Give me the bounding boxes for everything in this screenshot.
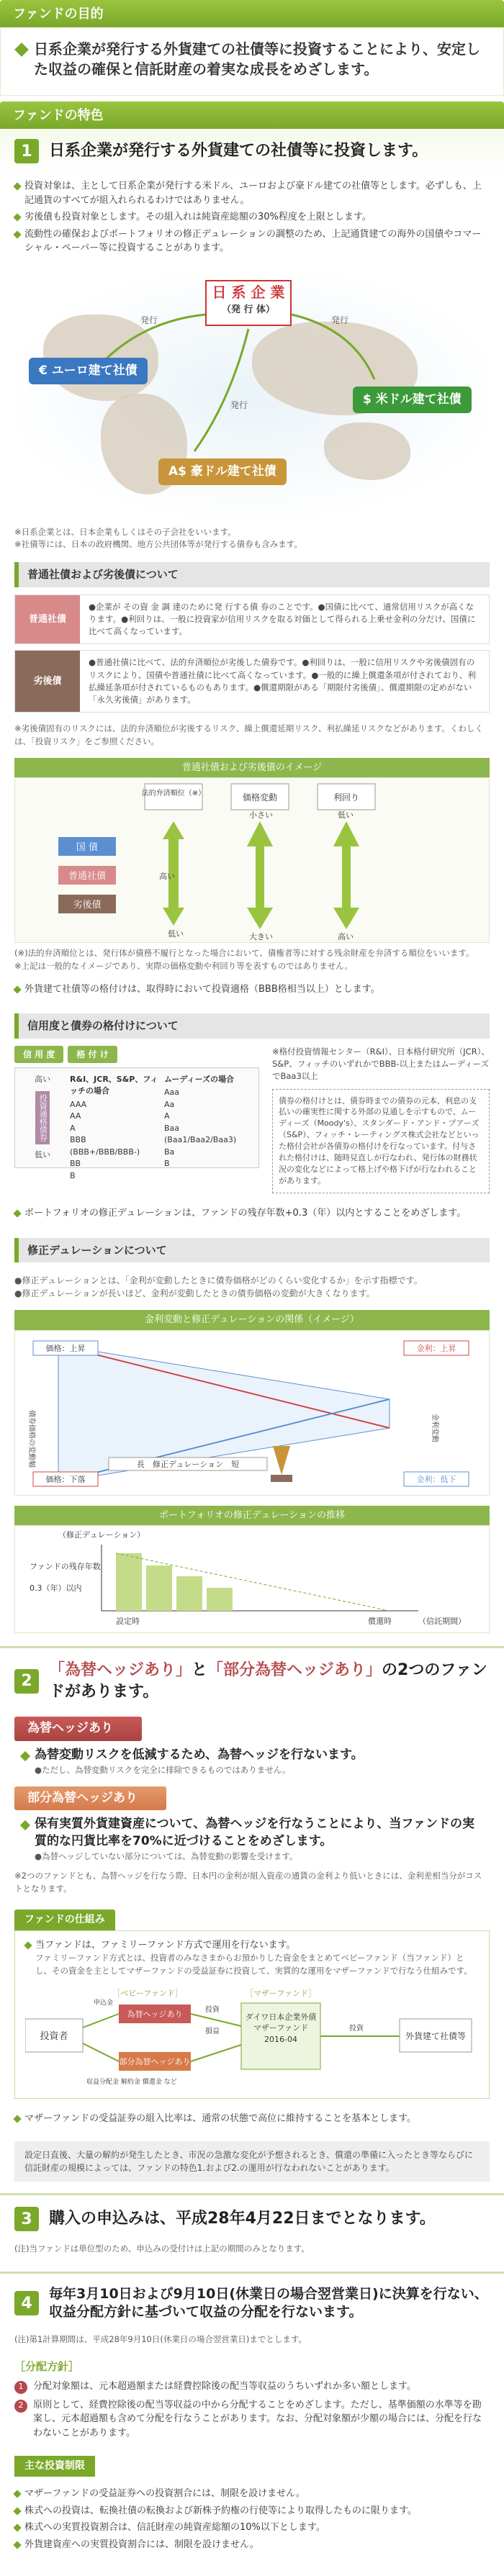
rate-down-label: 金利：低下 [416, 1474, 456, 1484]
dist-list [0, 2380, 504, 2441]
list-item: 劣後債も投資対象とします。その組入れは純資産総額の30%程度を上限とします。 [14, 210, 490, 225]
hedge-desc: 為替変動リスクを低減するため、為替ヘッジを行ないます。 ●ただし、為替変動リスクを完全に排除できるものではありません。 [0, 1744, 504, 1779]
diamond-icon [13, 2490, 21, 2498]
aud-bond-badge: A$ 豪ドル建て社債 [158, 458, 287, 486]
list-item: 外貨建資産への実質投資割合には、制限を設けません。 [14, 2538, 490, 2552]
order-high: 高い [159, 872, 175, 882]
list-item: マザーファンドの受益証券への投資割合には、制限を設けません。 [14, 2487, 490, 2501]
item4-note: (注)第1計算期間は、平成28年9月10日(休業日の場合翌営業日)までとします。 [14, 2333, 307, 2344]
features-title: ファンドの特色 [0, 101, 504, 129]
transition-ylabel: （修正デュレーション） [58, 1530, 145, 1540]
feature-number: 1 [14, 139, 39, 163]
transition-svg [15, 1526, 489, 1632]
feature-number: 2 [14, 1669, 39, 1694]
list-item: 株式への実質投資割合は、信託財産の純資産総額の10%以下とします。 [14, 2521, 490, 2535]
row-gov-label: 国 債 [76, 842, 99, 854]
modified-title: 修正デュレーションについて [14, 1238, 490, 1263]
sub-bond-text: ●普通社債に比べて、法的弁済順位が劣後した債券です。●利回りは、一般に信用リスクや劣後債固有のリスクにより、国債や普通社債に比べて高くなっています。●一般的に繰上償還条項が付されており、利払繰延条項が付されているものもあります。●償還期限がある「期限付劣後債」、償還期限の定めがない「永久劣後債」があります。 [89, 657, 476, 705]
normal-bond-text: ●企業が その資 金 調 達のために発 行する債 券のことです。●国債に比べて、通常信用リスクが高くなります。●利回りは、一般に投資家が信用リスクを取る対価として得られる上乗せ金利の分だけ、国債に比べて高くなっています。 [89, 601, 476, 636]
transition-plus: 0.3（年）以内 [30, 1583, 82, 1593]
euro-icon: € [39, 363, 52, 378]
transition-diagram [14, 1525, 490, 1633]
usd-bond-badge: $ 米ドル建て社債 [353, 387, 472, 414]
mother-label: ［マザーファンド］ [245, 1988, 317, 1998]
bond-image-notes: (※)法的弁済順位とは、発行体が債務不履行となった場合において、債権者等に対する残余財産を弁済する順位をいいます。 ※上記は一般的なイメージであり、実際の価格変動や利回り等を表すものではありません。 [14, 948, 474, 971]
euro-bond-badge: € ユーロ建て社債 [29, 358, 148, 385]
bond-image-title: 普通社債および劣後債のイメージ [14, 758, 490, 778]
fund-hedge-box: 為替ヘッジあり [127, 2009, 183, 2019]
limits-list [0, 2481, 504, 2576]
feature3-head: 3 購入の申込みは、平成28年4月22日までとなります。 [0, 2193, 504, 2238]
yield-high: 高い [338, 932, 354, 942]
diamond-icon [13, 2115, 21, 2123]
feature1-title: 日系企業が発行する外貨建ての社債等に投資します。 [49, 142, 428, 161]
price-up-label: 価格：上昇 [45, 1343, 86, 1353]
scheme-title: ファンドの仕組み [14, 1910, 115, 1930]
bond-image-diagram [14, 777, 490, 943]
duration-label: 長 修正デュレーション 短 [136, 1459, 240, 1469]
scheme-diagram [25, 1983, 479, 2091]
rating-header: 格 付 け [68, 1046, 117, 1063]
price-small: 小さい [249, 810, 273, 821]
rating-section [14, 1046, 490, 1193]
normal-bond-tag: 普通社債 [15, 595, 80, 644]
scheme-box: 当ファンドは、ファミリーファンド方式で運用を行ないます。 ファミリーファンド方式とは、投資者のみなさまからお預かりした資金をまとめてベビーファンド（当ファンド）とし、その資金を主としてマザーファンドの受益証券に投資して、実質的な運用をマザーファンドで行なう仕組みです。 投資者 ［ベビーファンド］ 為替ヘッジあり 部分為替ヘッジあり 申込金 収益分配金 解約金 償還金 など 投資 損益 ［マザーファンド］ ダイワ日本企業外債マザーファンド 2016-04 投資 外貨建て社債等 [14, 1930, 490, 2099]
feature1-bullets [0, 173, 504, 266]
hedge-label: 為替ヘッジあり [14, 1717, 142, 1741]
bonds-note: ※劣後債固有のリスクには、法的弁済順位が劣後するリスク、繰上償還延期リスク、利払繰延リスクなどがあります。くわしくは、「投資リスク」をご参照ください。 [14, 723, 483, 746]
list-item: 流動性の確保およびポートフォリオの修正デュレーションの調整のため、上記通貨建ての海外の国債やコマーシャル・ペーパー等に投資することがあります。 [14, 227, 490, 256]
bond-image-svg [15, 778, 489, 942]
feature2-head: 2 「為替ヘッジあり」と「部分為替ヘッジあり」の2つのファンドがあります。 [0, 1646, 504, 1709]
rate-up-label: 金利：上昇 [416, 1343, 456, 1353]
rate-change-label: 金利変動 [431, 1413, 438, 1442]
mother-fund-name: ダイワ日本企業外債マザーファンド 2016-04 [245, 2012, 317, 2044]
feature1-head [0, 129, 504, 173]
list-item: 外貨建て社債等の格付けは、取得時において投資適格（BBB格相当以上）とします。 [14, 982, 490, 997]
scheme-svg [25, 1983, 479, 2091]
diamond-icon [13, 182, 21, 190]
target-label: 外貨建て社債等 [405, 2030, 467, 2041]
purpose-text: 日系企業が発行する外貨建ての社債等に投資することにより、安定した収益の確保と信託財産の着実な成長をめざします。 [34, 40, 480, 78]
diamond-icon [13, 230, 21, 238]
list-item: ポートフォリオの修正デュレーションは、ファンドの残存年数+0.3（年）以内とすることをめざします。 [14, 1206, 490, 1221]
sub-bond-tag: 劣後債 [15, 651, 80, 712]
issued-label: 発行 [331, 315, 349, 325]
diamond-icon [13, 2507, 21, 2515]
row-sub-label: 劣後債 [73, 900, 102, 911]
pay-label: 収益分配金 解約金 償還金 など [86, 2078, 177, 2086]
loss-label: 損益 [205, 2027, 220, 2035]
transition-trust: （信託期間） [418, 1617, 466, 1626]
modified-image-title: 金利変動と修正デュレーションの関係（イメージ） [14, 1310, 490, 1330]
order-low: 低い [168, 929, 184, 939]
feature-number: 3 [14, 2207, 39, 2231]
list-item: 2 原則として、経費控除後の配当等収益の中から分配することをめざします。ただし、基準価額の水準等を勘案し、元本超過額も含めて分配を行なうことがあります。なお、分配対象額が少額の場合には、分配を行なわないことがあります。 [14, 2398, 490, 2441]
item2-note: ※2つのファンドとも、為替ヘッジを行なう際、日本円の金利が組入資産の通貨の金利より低いときには、金利差相当分がコストとなります。 [14, 1871, 482, 1894]
rating-title: 信用度と債券の格付けについて [14, 1013, 490, 1039]
modified-svg [15, 1331, 489, 1495]
issuer-box: 日 系 企 業 （発 行 体） [205, 280, 292, 326]
apply-label: 申込金 [94, 1999, 114, 2007]
grey-note: 設定日直後、大量の解約が発生したとき、市況の急激な変化が予想されるとき、償還の準備に入ったとき等ならびに信託財産の規模によっては、ファンドの特色1.および2.の運用が行なわれないことがあります。 [14, 2141, 490, 2182]
diamond-icon [13, 2523, 21, 2531]
col-yield-label: 利回り [333, 792, 360, 803]
transition-yaxis: ファンドの残存年数 [30, 1562, 101, 1571]
bonds-title: 普通社債および劣後債について [14, 562, 490, 587]
partial-hedge-label: 部分為替ヘッジあり [14, 1786, 166, 1811]
transition-title: ポートフォリオの修正デュレーションの推移 [14, 1506, 490, 1526]
rating-note: ※格付投資情報センター（R&I）、日本格付研究所（JCR）、S&P、フィッチのいずれかでBBB-以上またはムーディーズでBaa3以上 [272, 1046, 490, 1082]
fund-partial-box: 部分為替ヘッジあり [119, 2056, 191, 2066]
normal-bond-row [14, 595, 490, 645]
rating-table: 高い 投資適格債券 低い R&I、JCR、S&P、フィッチの場合 AAA AA A BBB (BBB+/BBB/BBB-) BB B ムーディーズの場合 Aaa Aa A Baa (Baa1/Baa2/Baa3) Ba B [14, 1067, 259, 1168]
page: ファンドの目的 日系企業が発行する外貨建ての社債等に投資することにより、安定した収益の確保と信託財産の着実な成長をめざします。 ファンドの特色 1 日系企業が発行する外貨建ての社債等に投資します。 投資対象は、主として日系企業が発行する米ドル、ユーロおよび豪ドル建ての社債等とします。必ずしも、上記通貨のすべてが組入れられるわけではありません。 劣後債も投資対象とします。その組入れは純資産総額の30%程度を上限とします。 流動性の確保およびポートフォリオの修正デュレーションの調整のため、上記通貨建ての海外の国債やコマーシャル・ペーパー等に投資することがあります。 日 系 企 業 （発 行 体） 発行 発行 発行 € ユーロ建て社債 $ 米ドル建て社債 A$ 豪ドル建て社債 ※日系企業とは、日本企業もしくはその子会社をいいます。 ※社債等には、日本の政府機関、地方公共団体等が発行する債券も含みます。 普通社債および劣後債について 普通社債 ●企業が その資 金 調 達のために発 行する債 券のことです。●国債に比べて、通常信用リスクが高くなります。●利回りは、一般に投資家が信用リスクを取る対価として得られる上乗せ金利の分だけ、国債に比べて高くなっています。 劣後債 ●普通社債に比べて、法的弁済順位が劣後した債券です。●利回りは、一般に信用リスクや劣後債固有のリスクにより、国債や普通社債に比べて高くなっています。●一般的に繰上償還条項が付されており、利払繰延条項が付されているものもあります。●償還期限がある「期限付劣後債」、償還期限の定めがない「永久劣後債」があります。 ※劣後債固有のリスクには、法的弁済順位が劣後するリスク、繰上償還延期リスク、利払繰延リスクなどがあります。くわしくは、「投資リスク」をご参照ください。 普通社債および劣後債のイメージ 法的弁済順位（※） 価格変動 利回り 国 債 普通社債 劣後債 高い 低い 小さい 大きい 低い 高い (※)法的弁済順位とは、発行体が債務不履行となった場合において、債権者等に対する残余財産を弁済する順位をいいます。 ※上記は一般的なイメージであり、実際の価格変動や利回り等を表すものではありません。 外貨建て社債等の格付けは、取得時において投資適格（BBB格相当以上）とします。 信用度と債券の格付けについて 信 用 度 格 付 け 高い 投資適格債券 低い R&I、JCR、S&P、フィッチの場合 AAA AA A BBB (BBB+/BBB/BBB-) BB B ムーディーズの場合 Aaa Aa A Baa (Baa1/Baa2/Baa3) Ba B ※格付投資情報センター（R&I）、日本格付研究所（JCR）、S&P、フィッチのいずれかでBBB-以上またはムーディーズでBaa3以上 債券の格付けとは、債券時までの債券の元本、利息の支払いの確実性に関する外部の見通しを示すもので、ムーディーズ（Moody's）、スタンダード・アンド・プアーズ（S&P）、フィッチ・レーティングス株式会社などといった格付会社が各債券の格付けを行なっています。付与された格付けは、随時見直しが行なわれ、発行体の財務状況の変化などによって格上げや格下げが行なわれることがあります。 ポートフォリオの修正デュレーションは、ファンドの残存年数+0.3（年）以内とすることをめざします。 修正デュレーションについて ●修正デュレーションとは、「金利が変動したときに債券価格がどのくらい変化するか」を示す指標です。 ●修正デュレーションが長いほど、金利が変動したときの債券価格の変動が大きくなります。 金利変動と修正デュレーションの関係（イメージ） 価格：上昇 価格：下落 金利：上昇 金利：低下 債券価格の変動幅 金利変動 長 修正デュレーション 短 ポートフォリオの修正デュレーションの推移 （修正デュレーション） ファンドの残存年数 0.3（年）以内 設定時 償還時 （信託期間） 2 「為替ヘッジあり」と「部分為替ヘッジあり」の2つのファンドがあります。 為替ヘッジあり 為替変動リスクを低減するため、為替ヘッジを行ないます。 ●ただし、為替変動リスクを完全に排除できるものではありません。 部分為替ヘッジあり 保有実質外貨建資産について、為替ヘッジを行なうことにより、当ファンドの実質的な円貨比率を70%に近づけることをめざします。 ●為替ヘッジしていない部分については、為替変動の影響を受けます。 ※2つのファンドとも、為替ヘッジを行なう際、日本円の金利が組入資産の通貨の金利より低いときには、金利差相当分がコストとなります。 ファンドの仕組み 当ファンドは、ファミリーファンド方式で運用を行ないます。 ファミリーファンド方式とは、投資者のみなさまからお預かりした資金をまとめてベビーファンド（当ファンド）とし、その資金を主としてマザーファンドの受益証券に投資して、実質的な運用をマザーファンドで行なう仕組みです。 投資者 ［ベビーファンド］ 為替ヘッジあり 部分為替ヘッジあり 申込金 収益分配金 解約金 償還金 など 投資 損益 ［マザーファンド］ ダイワ日本企業外債マザーファンド 2016-04 投資 外貨建て社債等 マザーファンドの受益証券の組入比率は、通常の状態で高位に維持することを基本とします。 設定日直後、大量の解約が発生したとき、市況の急激な変化が予想されるとき、償還の準備に入ったとき等ならびに信託財産の規模によっては、ファンドの特色1.および2.の運用が行なわれないことがあります。 3 購入の申込みは、平成28年4月22日までとなります。 (注)当ファンドは単位型のため、申込みの受付けは上記の期間のみとなります。 4 毎年3月10日および9月10日(休業日の場合翌営業日)に決算を行ない、収益分配方針に基づいて収益の分配を行ないます。 (注)第1計算期間は、平成28年9月10日(休業日の場合翌営業日)までとします。 ［分配方針］ 1 分配対象額は、元本超過額または経費控除後の配当等収益のうちいずれか多い額とします。 2 原則として、経費控除後の配当等収益の中から分配することをめざします。ただし、基準価額の水準等を勘案し、元本超過額も含めて分配を行なうことがあります。なお、分配対象額が少額の場合には、分配を行なわないことがあります。 主な投資制限 マザーファンドの受益証券への投資割合には、制限を設けません。 株式への投資は、転換社債の転換および新株予約権の行使等により取得したものに限ります。 株式への実質投資割合は、信託財産の純資産総額の10%以下とします。 外貨建資産への実質投資割合には、制限を設けません。 [0, 0, 504, 2576]
invest-label: 投資 [205, 2005, 220, 2014]
diamond-icon [20, 1751, 30, 1761]
price-down-label: 価格：下落 [45, 1474, 86, 1484]
diamond-icon [20, 1820, 30, 1830]
feature4-head: 4 毎年3月10日および9月10日(休業日の場合翌営業日)に決算を行ない、収益分配方針に基づいて収益の分配を行ないます。 [0, 2272, 504, 2329]
list-item: 株式への投資は、転換社債の転換および新株予約権の行使等により取得したものに限ります。 [14, 2504, 490, 2518]
rating-explain-box: 債券の格付けとは、債券時までの債券の元本、利息の支払いの確実性に関する外部の見通しを示すもので、ムーディーズ（Moody's）、スタンダード・アンド・プアーズ（S&P）、フィッチ・レーティングス株式会社などといった格付会社が各債券の格付けを行なっています。付与された格付けは、随時見直しが行なわれ、発行体の財務状況の変化などによって格上げや格下げが行なわれることがあります。 [272, 1089, 490, 1194]
aud-icon: A$ [168, 464, 191, 479]
number-badge: 2 [14, 2400, 27, 2413]
purpose-box [0, 27, 504, 96]
diamond-icon [13, 213, 21, 221]
purpose-title: ファンドの目的 [0, 0, 504, 27]
col-order-label: 法的弁済順位（※） [141, 790, 206, 798]
diamond-icon [13, 2541, 21, 2549]
invest-label-2: 投資 [349, 2024, 364, 2033]
feature-number: 4 [14, 2291, 39, 2315]
baby-label: ［ベビーファンド］ [112, 1988, 183, 1998]
col-price-label: 価格変動 [242, 792, 278, 803]
row-normal-label: 普通社債 [68, 871, 107, 882]
issued-label: 発行 [140, 315, 158, 325]
price-large: 大きい [249, 932, 273, 942]
number-badge: 1 [14, 2381, 27, 2394]
axis-label: 債券価格の変動幅 [27, 1409, 35, 1468]
diamond-icon [24, 1941, 32, 1949]
list-item: マザーファンドの受益証券の組入比率は、通常の状態で高位に維持することを基本とします。 [14, 2112, 490, 2126]
sub-bond-row [14, 650, 490, 713]
dollar-icon: $ [363, 392, 376, 407]
list-item: 1 分配対象額は、元本超過額または経費控除後の配当等収益のうちいずれか多い額とします。 [14, 2380, 490, 2394]
limits-title: 主な投資制限 [14, 2456, 95, 2477]
dist-heading: ［分配方針］ [14, 2360, 80, 2374]
diamond-icon [14, 42, 29, 57]
world-map-illustration [14, 271, 490, 516]
modified-diagram [14, 1330, 490, 1496]
transition-end: 償還時 [368, 1617, 392, 1626]
transition-set: 設定時 [116, 1617, 140, 1626]
issued-label: 発行 [230, 399, 248, 410]
diamond-icon [13, 985, 21, 993]
item3-note: (注)当ファンドは単位型のため、申込みの受付けは上記の期間のみとなります。 [14, 2243, 310, 2254]
yield-low: 低い [338, 810, 354, 821]
investment-grade-label: 投資適格債券 [35, 1091, 50, 1144]
feature1-notes: ※日系企業とは、日本企業もしくはその子会社をいいます。 ※社債等には、日本の政府機関、地方公共団体等が発行する債券も含みます。 [14, 526, 302, 549]
credit-header: 信 用 度 [14, 1046, 63, 1063]
diamond-icon [13, 1209, 21, 1217]
investor-label: 投資者 [40, 2030, 68, 2042]
list-item: 投資対象は、主として日系企業が発行する米ドル、ユーロおよび豪ドル建ての社債等とします。必ずしも、上記通貨のすべてが組入れられるわけではありません。 [14, 179, 490, 207]
partial-hedge-desc: 保有実質外貨建資産について、為替ヘッジを行なうことにより、当ファンドの実質的な円貨比率を70%に近づけることをめざします。 ●為替ヘッジしていない部分については、為替変動の影響を受けます。 [0, 1813, 504, 1866]
